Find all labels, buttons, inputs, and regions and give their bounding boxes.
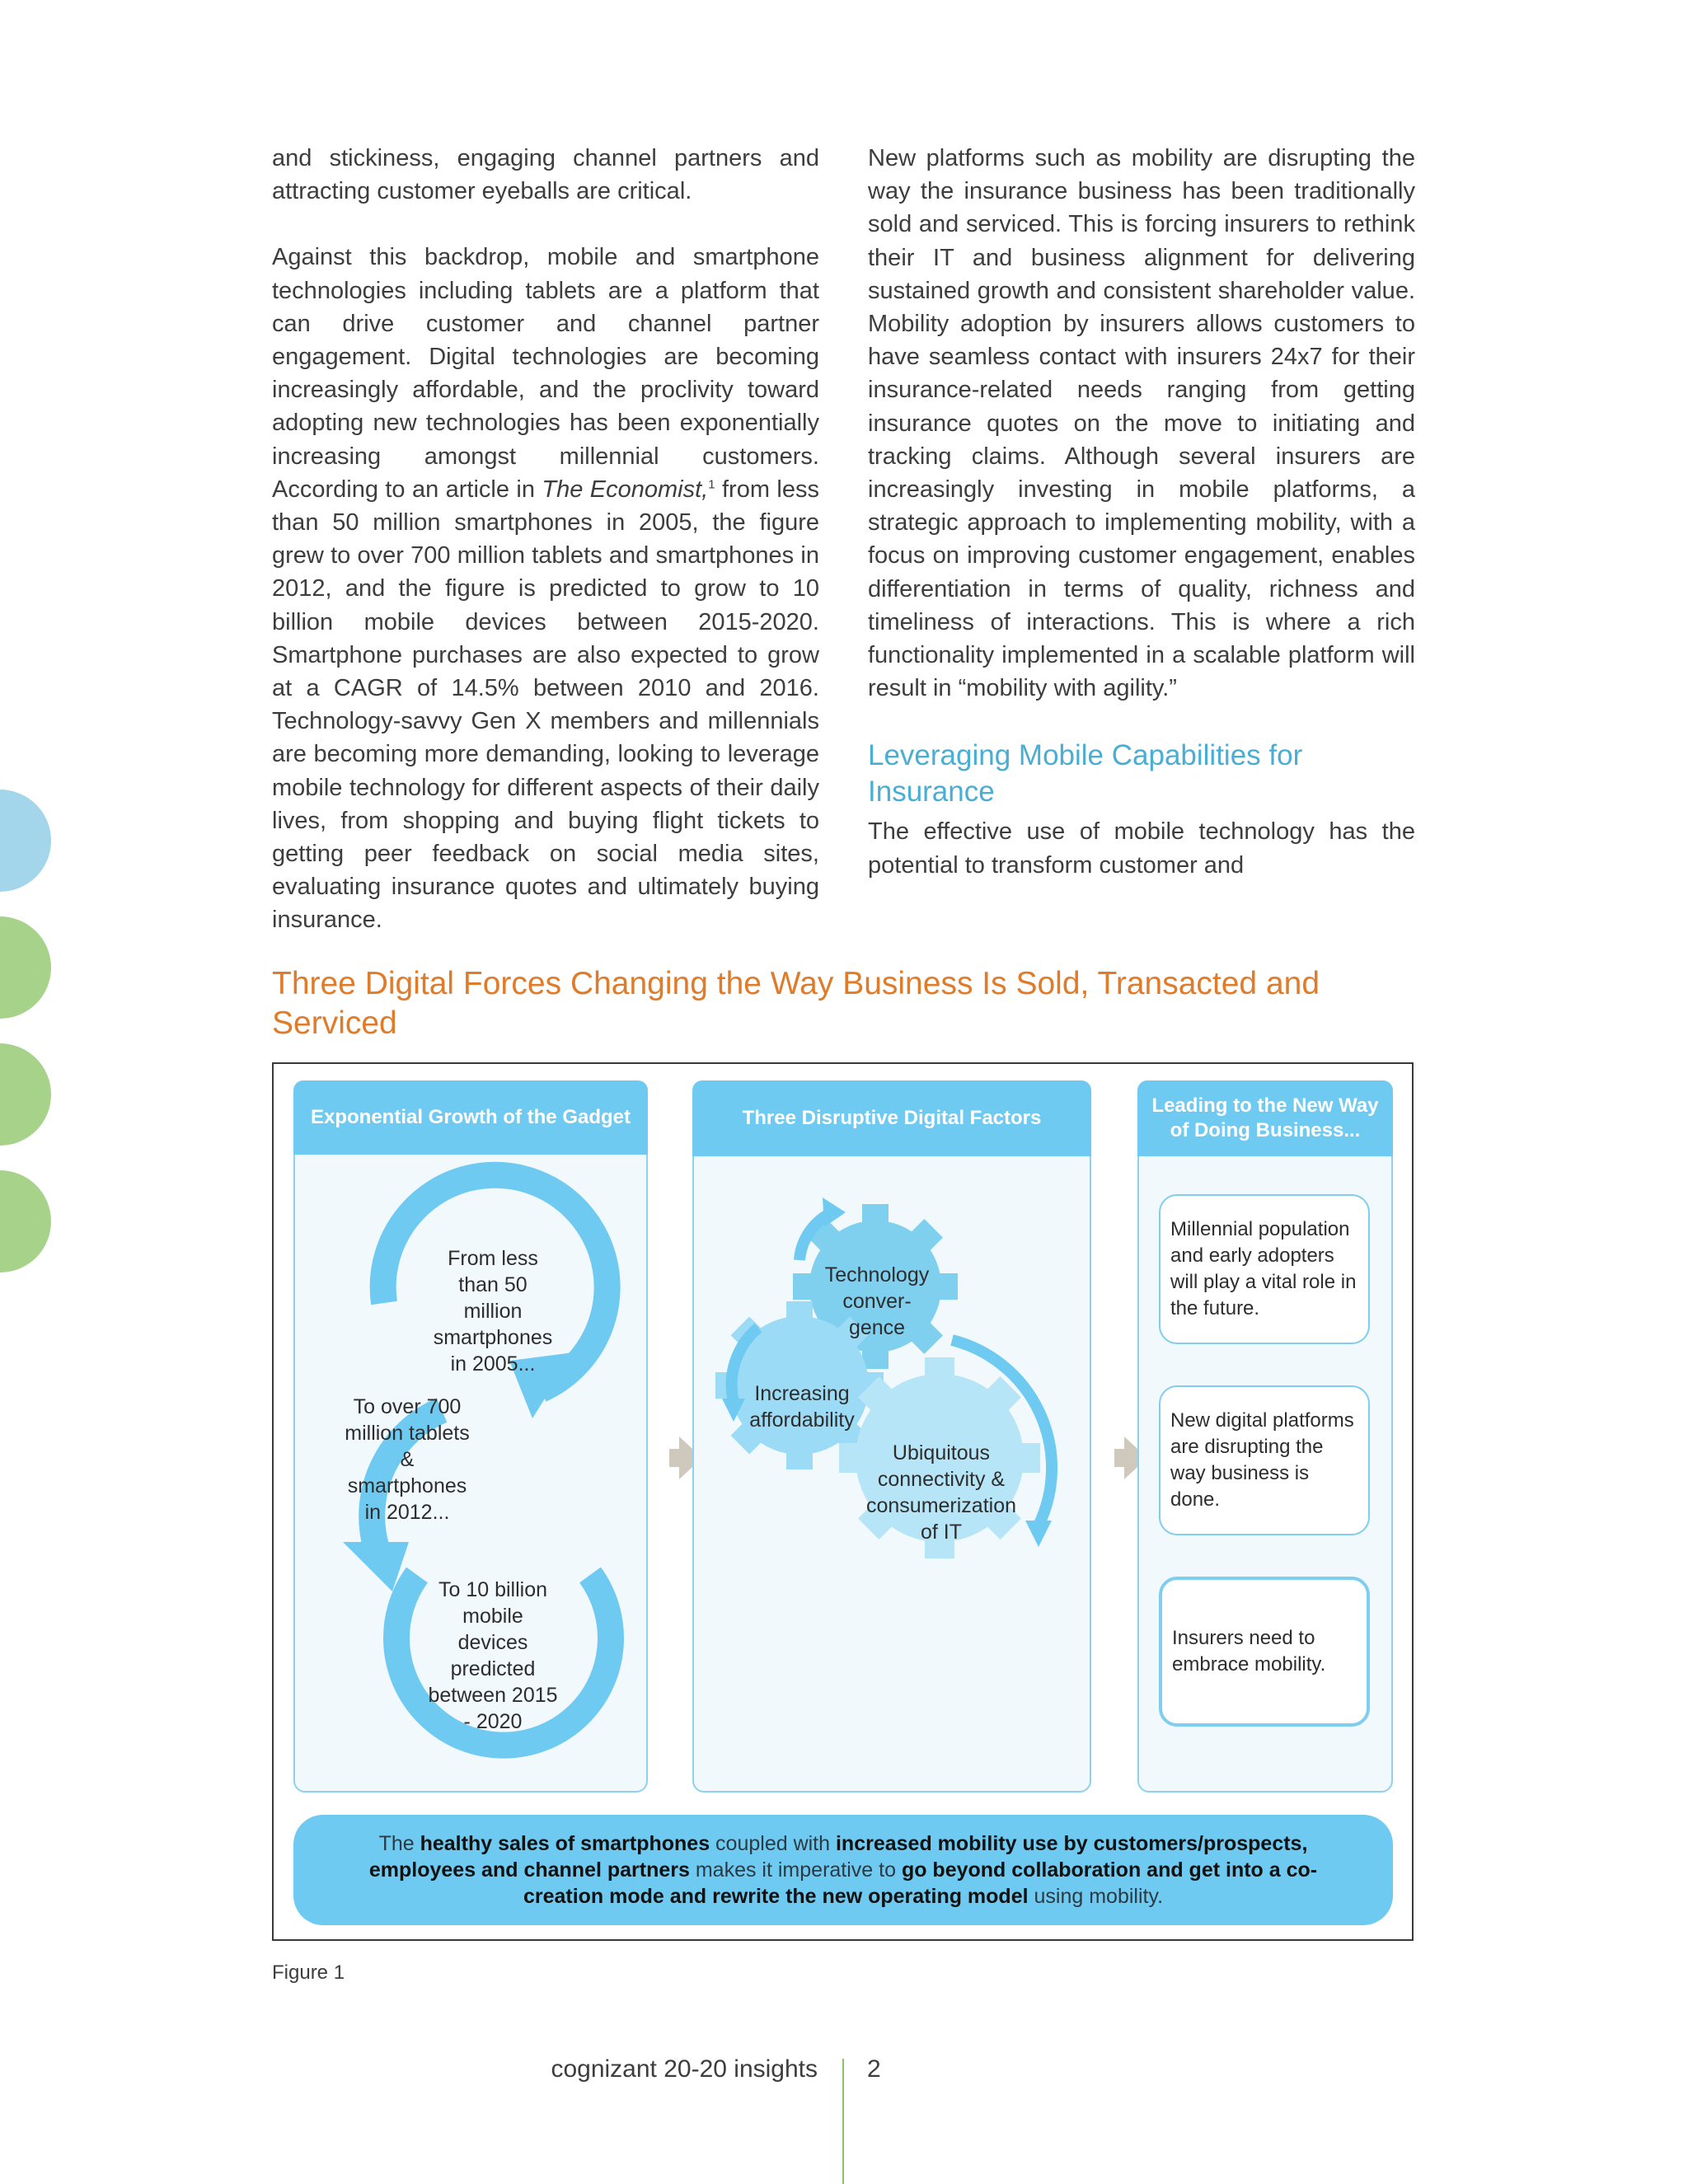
side-dot-green-3: [0, 1170, 51, 1272]
figure-title: Three Digital Forces Changing the Way Business Is Sold, Transacted and Serviced: [272, 966, 1320, 1041]
arrowhead-icon: [823, 1197, 846, 1227]
footer-divider: [842, 2059, 844, 2184]
panel-gadget-growth: [293, 1080, 648, 1793]
outcome-box-millennials: Millennial population and early adopters will play a vital role in the future.: [1159, 1194, 1370, 1344]
outcome-box-embrace-mobility: Insurers need to embrace mobility.: [1159, 1577, 1370, 1727]
footnote-ref: 1: [708, 477, 715, 492]
panel-header: Exponential Growth of the Gadget: [293, 1080, 648, 1155]
page-number: 2: [867, 2055, 881, 2083]
gear-label-technology: Technology conver- gence: [824, 1263, 930, 1339]
paragraph: The effective use of mobile technology has the potential to transform customer and: [868, 818, 1415, 879]
outcome-box-platforms: New digital platforms are disrupting the way business is done.: [1159, 1385, 1370, 1535]
paragraph: New platforms such as mobility are disrupting the way the insurance business has been traditionally sold and serviced. This is forcing insurers to rethink their IT and business alignment for delivering sustained growth and consistent shareholder value. Mobility adoption by insurers allows customers to have seamless contact with insurers 24x7 for their insurance-related needs ranging from getting insurance quotes on the move to initiating and tracking claims. Although several insurers are increasingly investing in mobile platforms, a strategic approach to implementing mobility, with a focus on improving customer engagement, enables differentiation in terms of quality, richness and timeliness of interactions. This is where a rich functionality implemented in a scalable platform will result in “mobility with agility.”: [868, 145, 1415, 702]
panel-disruptive-factors: [692, 1080, 1091, 1793]
panel-new-way: [1137, 1080, 1393, 1793]
summary-text: [343, 1830, 1343, 1910]
summary-fragment: coupled with: [710, 1832, 836, 1855]
summary-banner: [293, 1815, 1393, 1925]
figure-caption: Figure 1: [272, 1961, 345, 1984]
paragraph: [272, 241, 819, 936]
summary-fragment: makes it imperative to: [689, 1858, 902, 1882]
summary-fragment: The: [378, 1832, 420, 1855]
publication-title: The Economist,: [542, 476, 709, 503]
gears-graphic: [692, 1080, 1091, 1793]
figure-diagram: [272, 1062, 1414, 1941]
summary-emphasis: increased mobility use by customers/prospects, employees and channel partners: [368, 1832, 1308, 1882]
paragraph-text: from less than 50 million smartphones in 2005, the figure grew to over 700 million tablets and smartphones in 2012, and the figure is predicted to grow to 10 billion mobile devices between 2015-2020. Smartphone purchases are also expected to grow at a CAGR of 14.5% between 2010 and 2016. Technology-savvy Gen X members and millennials are becoming more demanding, looking to leverage mobile technology for different aspects of their daily lives, from shopping and buying flight tickets to getting peer feedback on social media sites, evaluating insurance quotes and ultimately buying insurance.: [272, 476, 819, 934]
gear-label-affordability: Increasing affordability: [749, 1382, 855, 1432]
paragraph: and stickiness, engaging channel partners and attracting customer eyeballs are critical.: [272, 145, 819, 205]
body-column-left: [272, 142, 819, 970]
panel-header: Leading to the New Way of Doing Business...: [1137, 1080, 1393, 1156]
gear-label-connectivity: Ubiquitous connectivity & consumerization of IT: [865, 1441, 1017, 1544]
growth-label-2005: From less than 50 million smartphones in 2005...: [433, 1247, 553, 1376]
growth-label-2020: To 10 billion mobile devices predicted between 2015 - 2020: [428, 1578, 558, 1733]
side-dot-green-1: [0, 916, 51, 1019]
section-heading: Leveraging Mobile Capabilities for Insurance: [868, 739, 1303, 808]
arrowhead-icon: [1025, 1521, 1052, 1547]
side-dot-blue: [0, 790, 51, 892]
body-column-right: [868, 142, 1415, 915]
paragraph-text: Against this backdrop, mobile and smartphone technologies including tablets are a platform that can drive customer and channel partner engagement. Digital technologies are becoming increasingly affordable, and the proclivity toward adopting new technologies has been exponentially increasing amongst millennial customers. According to an article in: [272, 244, 819, 503]
summary-emphasis: go beyond collaboration and get into a co-creation mode and rewrite the new operating model: [523, 1858, 1318, 1908]
panel-header: Three Disruptive Digital Factors: [692, 1080, 1091, 1156]
growth-label-2012: To over 700 million tablets & smartphones in 2012...: [345, 1395, 470, 1524]
summary-fragment: using mobility.: [1028, 1885, 1164, 1908]
footer-brand: cognizant 20-20 insights: [551, 2055, 818, 2083]
side-dot-green-2: [0, 1043, 51, 1146]
summary-emphasis: healthy sales of smartphones: [420, 1832, 710, 1855]
